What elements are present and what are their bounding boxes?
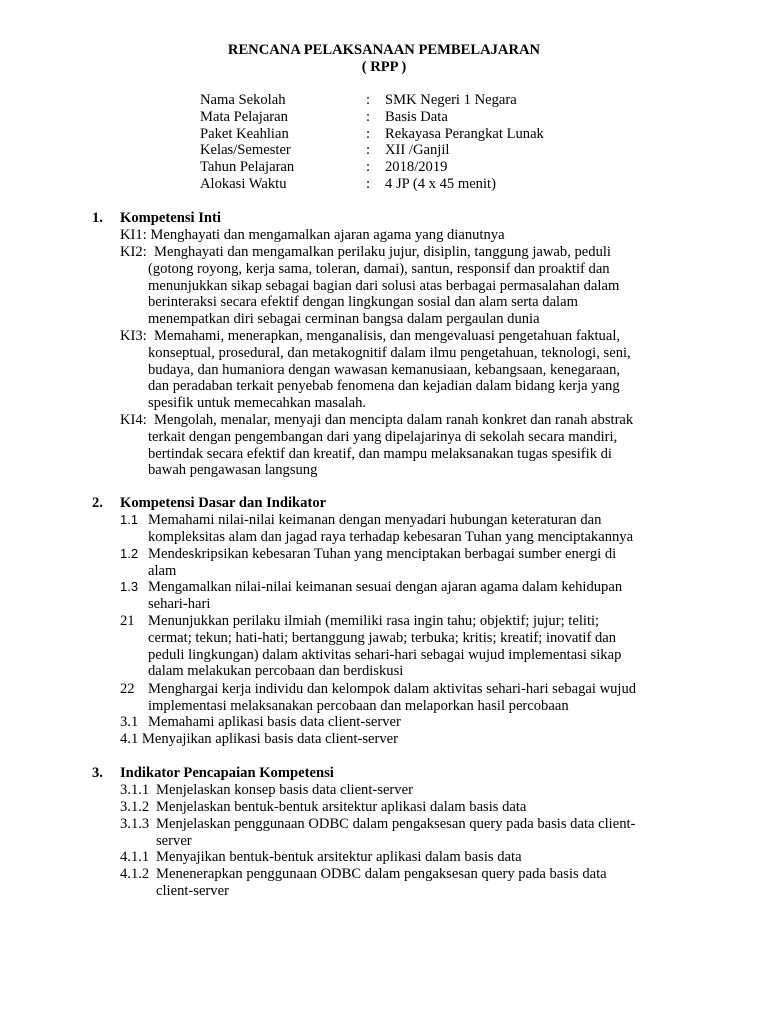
info-label: Alokasi Waktu: [200, 175, 287, 192]
info-colon: :: [366, 175, 371, 192]
info-value: Rekayasa Perangkat Lunak: [385, 125, 544, 142]
indicator-line: Menenerapkan penggunaan ODBC dalam pengaksesan query pada basis data: [156, 866, 607, 882]
kd-line: kompleksitas alam dan jagad raya terhadap kebesaran Tuhan yang menciptakannya: [148, 528, 634, 545]
section-title: Indikator Pencapaian Kompetensi: [120, 765, 334, 781]
kd-text: [148, 579, 675, 613]
info-colon: :: [366, 108, 371, 125]
ki2-line: (gotong royong, kerja sama, toleran, damai), santun, responsif dan proaktif dan: [148, 260, 610, 277]
ki3-line: budaya, dan humaniora dengan wawasan kemanusiaan, kebangsaan, kenegaraan,: [148, 361, 621, 378]
indicator-number: 4.1.2: [120, 866, 150, 882]
indicator-line: Menjelaskan bentuk-bentuk arsitektur aplikasi dalam basis data: [156, 799, 527, 815]
ki4-label: KI4:: [120, 412, 147, 428]
ki2-label: KI2:: [120, 244, 147, 260]
ki3-continuation: [148, 345, 676, 412]
kd-line: Memahami nilai-nilai keimanan dengan menyadari hubungan keteraturan dan: [148, 512, 602, 528]
ki2-line: menempatkan diri sebagai cerminan bangsa dalam pergaulan dunia: [148, 311, 540, 328]
info-label: Paket Keahlian: [200, 125, 289, 142]
kd-line: Memahami aplikasi basis data client-server: [148, 714, 401, 730]
ki3-text: [154, 328, 676, 345]
indicator-text: [156, 849, 680, 866]
indicator-number: 3.1.2: [120, 799, 150, 815]
indicator-number: 4.1.1: [120, 849, 150, 865]
ki2-continuation: [148, 261, 676, 328]
section-number: 1.: [92, 210, 103, 226]
info-label: Nama Sekolah: [200, 92, 286, 108]
section-number: 2.: [92, 495, 103, 511]
indicator-line: server: [156, 832, 192, 849]
ki3-line: Memahami, menerapkan, menganalisis, dan mengevaluasi pengetahuan faktual,: [154, 328, 621, 344]
kd-text: [148, 714, 675, 731]
section-number: 3.: [92, 765, 103, 781]
kd-line: Mengamalkan nilai-nilai keimanan sesuai dengan ajaran agama dalam kehidupan: [148, 579, 623, 595]
indicator-text: [156, 782, 680, 799]
indicator-text: [156, 816, 680, 850]
indicator-line: client-server: [156, 882, 229, 899]
kd-line: alam: [148, 562, 177, 579]
info-value: 2018/2019: [385, 159, 448, 176]
kd-number: 21: [120, 613, 135, 629]
kd-line: cermat; tekun; hati-hati; bertanggung jawab; terbuka; kritis; kreatif; inovatif dan: [148, 629, 617, 646]
ki1-text: KI1: Menghayati dan mengamalkan ajaran agama yang dianutnya: [120, 227, 505, 243]
ki4-text: [154, 412, 676, 429]
kd-number: 1.2: [120, 546, 139, 561]
kd-number: 1.1: [120, 512, 139, 527]
info-colon: :: [366, 142, 371, 159]
ki4-line: bertindak secara efektif dan kreatif, dan mampu melaksanakan tugas spesifik di: [148, 445, 612, 462]
info-label: Tahun Pelajaran: [200, 159, 295, 176]
info-label: Kelas/Semester: [200, 142, 291, 159]
info-colon: :: [366, 125, 371, 142]
kd-item-last: 4.1 Menyajikan aplikasi basis data client-server: [120, 731, 399, 747]
info-value: SMK Negeri 1 Negara: [385, 92, 517, 108]
kd-line: implementasi melaksanakan percobaan dan melaporkan hasil percobaan: [148, 697, 569, 714]
ki2-line: Menghayati dan mengamalkan perilaku jujur, disiplin, tanggung jawab, peduli: [154, 244, 611, 260]
kd-number: 22: [120, 681, 135, 697]
ki2-line: menunjukkan sikap sebagai bagian dari solusi atas berbagai permasalahan dalam: [148, 277, 620, 294]
kd-text: [148, 613, 675, 680]
ki4-continuation: [148, 429, 676, 479]
kd-line: Menghargai kerja individu dan kelompok dalam aktivitas sehari-hari sebagai wujud: [148, 681, 637, 697]
kd-text: [148, 546, 675, 580]
kd-line: Menunjukkan perilaku ilmiah (memiliki rasa ingin tahu; objektif; jujur; teliti;: [148, 613, 600, 629]
ki3-line: spesifik untuk memecahkan masalah.: [148, 395, 367, 412]
ki4-line: bawah pengawasan langsung: [148, 462, 318, 479]
info-colon: :: [366, 92, 371, 108]
document-subtitle: ( RPP ): [361, 59, 407, 75]
indicator-text: [156, 799, 680, 816]
info-value: XII /Ganjil: [385, 142, 450, 159]
kd-line: Mendeskripsikan kebesaran Tuhan yang menciptakan berbagai sumber energi di: [148, 546, 617, 562]
kd-line: dalam melakukan percobaan dan berdiskusi: [148, 663, 404, 680]
kd-number: 1.3: [120, 579, 139, 594]
ki4-line: Mengolah, menalar, menyaji dan mencipta dalam ranah konkret dan ranah abstrak: [154, 412, 634, 428]
kd-text: [148, 512, 675, 546]
indicator-line: Menjelaskan penggunaan ODBC dalam pengaksesan query pada basis data client-: [156, 816, 636, 832]
kd-line: sehari-hari: [148, 595, 211, 612]
info-value: Basis Data: [385, 108, 448, 125]
document-title: RENCANA PELAKSANAAN PEMBELAJARAN: [227, 42, 541, 58]
info-label: Mata Pelajaran: [200, 108, 288, 125]
indicator-number: 3.1.3: [120, 816, 150, 832]
info-colon: :: [366, 159, 371, 176]
ki3-label: KI3:: [120, 328, 147, 344]
ki2-line: berinteraksi secara efektif dengan lingkungan sosial dan alam serta dalam: [148, 294, 578, 311]
indicator-line: Menyajikan bentuk-bentuk arsitektur aplikasi dalam basis data: [156, 849, 522, 865]
kd-text: [148, 681, 675, 715]
ki3-line: konseptual, prosedural, dan metakognitif dalam ilmu pengetahuan, teknologi, seni,: [148, 344, 631, 361]
indicator-number: 3.1.1: [120, 782, 150, 798]
indicator-text: [156, 866, 680, 900]
ki2-text: [154, 244, 676, 261]
section-title: Kompetensi Dasar dan Indikator: [120, 495, 327, 511]
ki4-line: terkait dengan pengembangan dari yang dipelajarinya di sekolah secara mandiri,: [148, 428, 618, 445]
kd-number: 3.1: [120, 714, 139, 730]
ki3-line: dan peradaban terkait penyebab fenomena dan kejadian dalam bidang kerja yang: [148, 378, 620, 395]
section-title: Kompetensi Inti: [120, 210, 221, 226]
info-value: 4 JP (4 x 45 menit): [385, 175, 496, 192]
indicator-line: Menjelaskan konsep basis data client-server: [156, 782, 413, 798]
kd-line: peduli lingkungan) dalam aktivitas sehari-hari sebagai wujud implementasi sikap: [148, 646, 622, 663]
